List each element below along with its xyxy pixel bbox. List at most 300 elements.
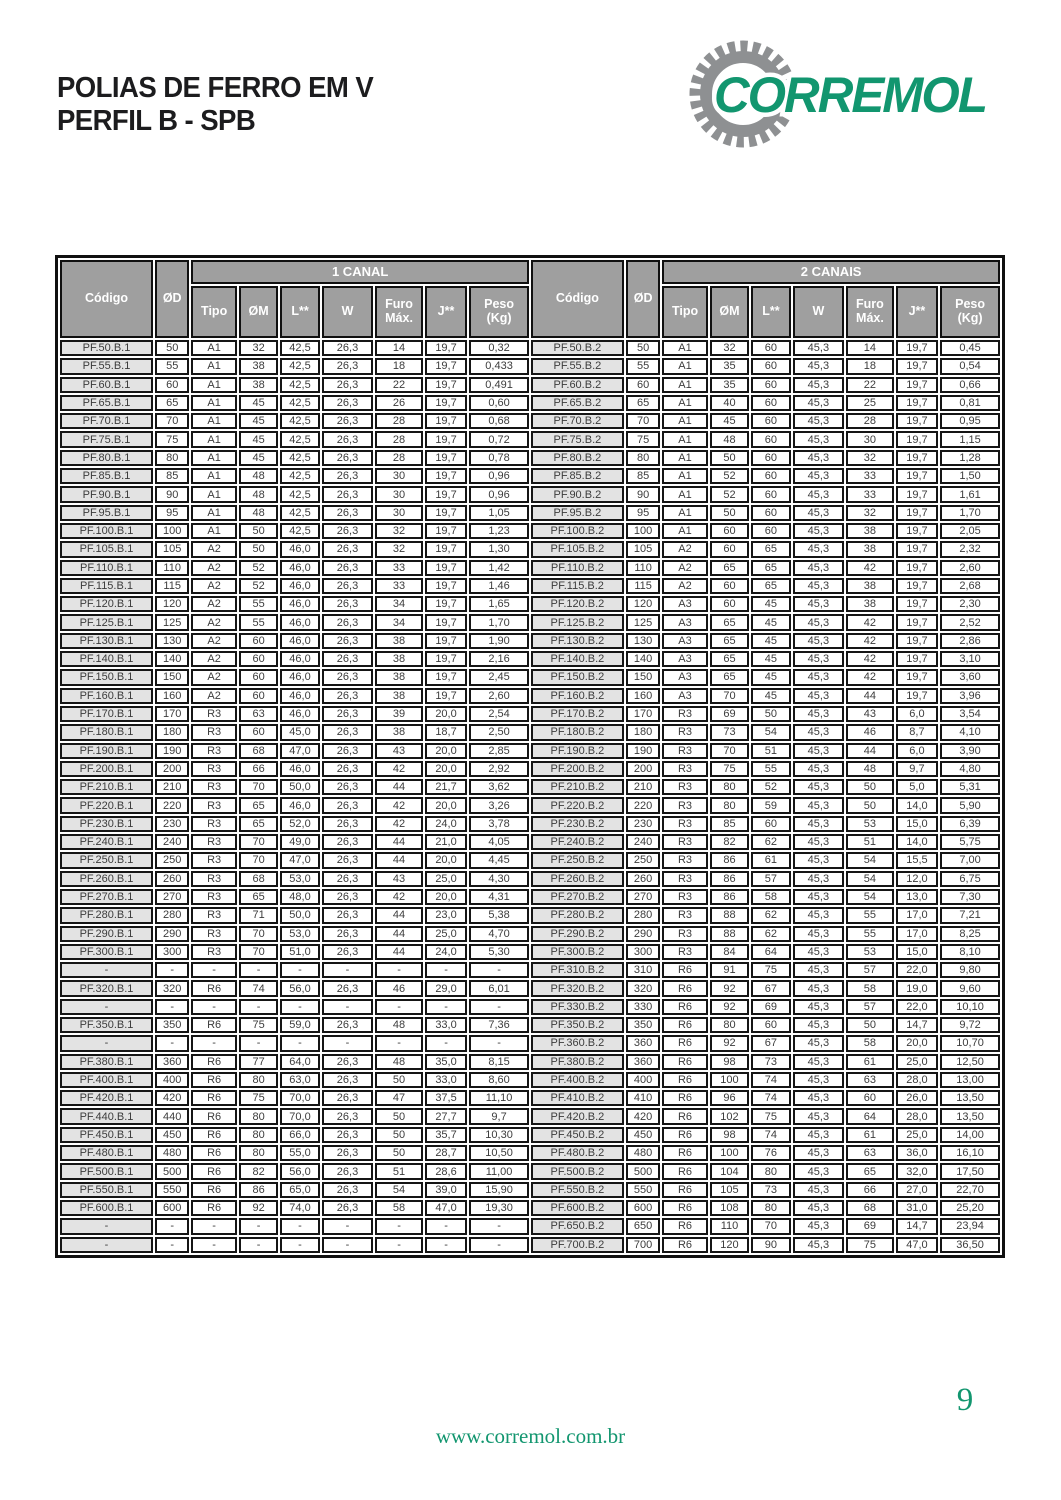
table-cell: 80: [710, 797, 749, 813]
table-cell: 42: [846, 651, 894, 667]
table-cell: A3: [662, 669, 707, 685]
table-row: [60, 395, 1000, 411]
table-cell: 42: [846, 633, 894, 649]
table-cell: 22,0: [896, 962, 938, 978]
codigo-cell: PF.70.B.2: [531, 413, 624, 429]
table-cell: 42,5: [280, 486, 319, 502]
table-cell: A1: [662, 395, 707, 411]
table-cell: R6: [662, 1145, 707, 1161]
codigo-cell: PF.450.B.2: [531, 1127, 624, 1143]
table-cell: 21,7: [425, 779, 467, 795]
table-cell: A1: [662, 468, 707, 484]
table-row: [60, 523, 1000, 539]
codigo-cell: PF.240.B.2: [531, 834, 624, 850]
table-cell: 46,0: [280, 541, 319, 557]
table-cell: 65: [239, 889, 278, 905]
table-cell: 65: [710, 560, 749, 576]
table-cell: 57: [846, 962, 894, 978]
table-cell: 75: [626, 431, 660, 447]
table-row: [60, 743, 1000, 759]
codigo-cell: PF.70.B.1: [60, 413, 153, 429]
table-cell: 110: [626, 560, 660, 576]
table-cell: R3: [191, 797, 236, 813]
table-row: [60, 724, 1000, 740]
table-cell: R3: [662, 706, 707, 722]
table-cell: 86: [710, 871, 749, 887]
table-cell: 60: [751, 340, 790, 356]
table-cell: 50,0: [280, 907, 319, 923]
table-cell: 45,3: [793, 523, 845, 539]
table-cell: 38: [846, 578, 894, 594]
codigo-cell: PF.280.B.1: [60, 907, 153, 923]
table-cell: 42,5: [280, 395, 319, 411]
table-cell: 45,3: [793, 633, 845, 649]
table-cell: 91: [710, 962, 749, 978]
table-cell: 65: [751, 560, 790, 576]
table-cell: 270: [155, 889, 189, 905]
table-cell: 28: [846, 413, 894, 429]
codigo-cell: PF.300.B.1: [60, 944, 153, 960]
table-cell: 260: [626, 871, 660, 887]
table-cell: 42,5: [280, 468, 319, 484]
table-cell: R6: [662, 1108, 707, 1124]
table-cell: 13,0: [896, 889, 938, 905]
table-cell: 350: [155, 1017, 189, 1033]
table-cell: 51: [751, 743, 790, 759]
table-cell: -: [469, 962, 529, 978]
table-cell: 60: [751, 413, 790, 429]
table-cell: 45,3: [793, 1108, 845, 1124]
table-cell: 76: [751, 1145, 790, 1161]
table-cell: 46,0: [280, 797, 319, 813]
table-cell: A3: [662, 651, 707, 667]
table-cell: 45: [239, 450, 278, 466]
table-cell: 60: [751, 1017, 790, 1033]
table-cell: 40: [710, 395, 749, 411]
table-cell: 110: [155, 560, 189, 576]
table-cell: 190: [155, 743, 189, 759]
table-cell: 42: [846, 614, 894, 630]
table-cell: 61: [751, 852, 790, 868]
table-row: [60, 1035, 1000, 1051]
table-cell: A1: [191, 413, 236, 429]
table-cell: R6: [662, 1200, 707, 1216]
table-cell: 54: [846, 852, 894, 868]
table-row: [60, 1200, 1000, 1216]
table-cell: R6: [191, 1200, 236, 1216]
codigo-cell: PF.80.B.2: [531, 450, 624, 466]
table-cell: 38: [375, 651, 423, 667]
table-cell: 54: [751, 724, 790, 740]
table-cell: 1,28: [940, 450, 1000, 466]
table-cell: 260: [155, 871, 189, 887]
table-cell: 2,45: [469, 669, 529, 685]
table-cell: 90: [751, 1237, 790, 1253]
table-cell: 115: [626, 578, 660, 594]
table-cell: 63: [239, 706, 278, 722]
table-cell: 7,21: [940, 907, 1000, 923]
table-cell: 73: [751, 1054, 790, 1070]
table-cell: 33: [375, 578, 423, 594]
table-cell: 46: [846, 724, 894, 740]
pulley-spec-table: [55, 255, 1005, 1258]
table-cell: 44: [846, 688, 894, 704]
table-cell: 38: [846, 523, 894, 539]
table-cell: 85: [626, 468, 660, 484]
table-cell: 42: [375, 889, 423, 905]
table-cell: A1: [662, 377, 707, 393]
table-cell: -: [425, 1237, 467, 1253]
table-cell: R6: [662, 1090, 707, 1106]
table-cell: 7,00: [940, 852, 1000, 868]
table-cell: -: [375, 999, 423, 1015]
table-cell: 250: [626, 852, 660, 868]
table-cell: 64,0: [280, 1054, 319, 1070]
table-cell: 220: [626, 797, 660, 813]
table-cell: A2: [662, 541, 707, 557]
table-row: [60, 486, 1000, 502]
table-cell: 26,3: [322, 614, 374, 630]
table-cell: 28: [375, 413, 423, 429]
table-cell: -: [191, 1237, 236, 1253]
codigo-cell: PF.380.B.1: [60, 1054, 153, 1070]
table-cell: -: [239, 1035, 278, 1051]
table-cell: 1,50: [940, 468, 1000, 484]
codigo-cell: PF.270.B.1: [60, 889, 153, 905]
table-cell: 45,3: [793, 486, 845, 502]
table-cell: A3: [662, 596, 707, 612]
table-row: [60, 651, 1000, 667]
codigo-cell: PF.350.B.1: [60, 1017, 153, 1033]
table-cell: 3,96: [940, 688, 1000, 704]
table-cell: 3,90: [940, 743, 1000, 759]
col-header-right-6: Peso (Kg): [940, 286, 1000, 338]
table-cell: 15,0: [896, 944, 938, 960]
table-cell: 150: [155, 669, 189, 685]
codigo-cell: -: [60, 962, 153, 978]
table-cell: 330: [626, 999, 660, 1015]
footer-url-link[interactable]: www.corremol.com.br: [435, 1424, 626, 1448]
table-cell: 71: [239, 907, 278, 923]
table-cell: -: [425, 1218, 467, 1234]
table-cell: 8,25: [940, 926, 1000, 942]
table-cell: -: [280, 1218, 319, 1234]
table-cell: 46,0: [280, 596, 319, 612]
table-cell: 19,7: [425, 688, 467, 704]
table-cell: 39: [375, 706, 423, 722]
table-cell: 38: [846, 596, 894, 612]
table-cell: 24,0: [425, 944, 467, 960]
table-cell: -: [375, 1237, 423, 1253]
table-cell: 45,3: [793, 541, 845, 557]
table-cell: 0,68: [469, 413, 529, 429]
table-cell: -: [375, 1035, 423, 1051]
table-cell: 1,65: [469, 596, 529, 612]
table-cell: 92: [239, 1200, 278, 1216]
table-cell: A3: [662, 688, 707, 704]
table-cell: A2: [191, 541, 236, 557]
table-cell: 45,3: [793, 468, 845, 484]
codigo-cell: PF.190.B.2: [531, 743, 624, 759]
table-cell: 57: [846, 999, 894, 1015]
table-cell: 30: [375, 505, 423, 521]
table-cell: 170: [626, 706, 660, 722]
table-cell: 19,7: [896, 505, 938, 521]
table-cell: 68: [846, 1200, 894, 1216]
table-cell: 73: [710, 724, 749, 740]
table-cell: 12,50: [940, 1054, 1000, 1070]
table-cell: 45,3: [793, 1127, 845, 1143]
table-cell: 15,90: [469, 1182, 529, 1198]
table-cell: A2: [191, 651, 236, 667]
table-cell: 26,3: [322, 1163, 374, 1179]
table-cell: 50: [375, 1072, 423, 1088]
col-header-right-0: Tipo: [662, 286, 707, 338]
table-cell: 70: [710, 743, 749, 759]
table-cell: 8,10: [940, 944, 1000, 960]
table-cell: 45,3: [793, 926, 845, 942]
table-cell: 46: [375, 980, 423, 996]
table-row: [60, 1108, 1000, 1124]
table-cell: 59: [751, 797, 790, 813]
table-cell: 58: [751, 889, 790, 905]
col-header-right-3: W: [793, 286, 845, 338]
table-cell: 22: [846, 377, 894, 393]
table-cell: 65: [239, 816, 278, 832]
table-cell: 60: [751, 431, 790, 447]
table-cell: 53,0: [280, 926, 319, 942]
table-row: [60, 431, 1000, 447]
col-header-codigo-right: Código: [531, 260, 624, 338]
table-cell: 42: [846, 560, 894, 576]
codigo-cell: PF.150.B.1: [60, 669, 153, 685]
codigo-cell: PF.105.B.1: [60, 541, 153, 557]
table-cell: 75: [155, 431, 189, 447]
table-cell: 2,86: [940, 633, 1000, 649]
table-cell: 45,3: [793, 1218, 845, 1234]
table-cell: 51: [846, 834, 894, 850]
table-cell: 46,0: [280, 651, 319, 667]
table-cell: 600: [626, 1200, 660, 1216]
table-cell: 26,3: [322, 761, 374, 777]
corremol-logo: [680, 28, 1000, 163]
table-cell: 80: [239, 1127, 278, 1143]
table-cell: 86: [239, 1182, 278, 1198]
table-cell: 80: [155, 450, 189, 466]
table-row: [60, 1072, 1000, 1088]
table-cell: 32: [375, 523, 423, 539]
codigo-cell: PF.230.B.1: [60, 816, 153, 832]
codigo-cell: PF.300.B.2: [531, 944, 624, 960]
table-row: [60, 834, 1000, 850]
table-cell: 2,52: [940, 614, 1000, 630]
table-cell: 26,3: [322, 651, 374, 667]
table-cell: -: [155, 999, 189, 1015]
table-cell: 45,3: [793, 450, 845, 466]
codigo-cell: PF.280.B.2: [531, 907, 624, 923]
table-cell: 14,00: [940, 1127, 1000, 1143]
table-cell: 19,0: [896, 980, 938, 996]
table-cell: 100: [710, 1072, 749, 1088]
table-cell: 26,0: [896, 1090, 938, 1106]
table-cell: 47: [375, 1090, 423, 1106]
table-row: [60, 450, 1000, 466]
table-cell: R6: [191, 980, 236, 996]
table-cell: -: [191, 1218, 236, 1234]
table-cell: A3: [662, 633, 707, 649]
table-cell: 400: [626, 1072, 660, 1088]
codigo-cell: PF.170.B.1: [60, 706, 153, 722]
table-cell: 160: [155, 688, 189, 704]
table-cell: 26,3: [322, 1182, 374, 1198]
table-cell: 0,96: [469, 468, 529, 484]
table-cell: 22,70: [940, 1182, 1000, 1198]
table-cell: 2,60: [469, 688, 529, 704]
table-cell: 26,3: [322, 724, 374, 740]
table-cell: 45,3: [793, 1035, 845, 1051]
table-cell: 26,3: [322, 596, 374, 612]
table-cell: 80: [751, 1163, 790, 1179]
table-cell: 19,7: [425, 468, 467, 484]
table-cell: 2,30: [940, 596, 1000, 612]
table-cell: 7,36: [469, 1017, 529, 1033]
table-cell: 61: [846, 1127, 894, 1143]
table-row: [60, 1017, 1000, 1033]
codigo-cell: PF.75.B.2: [531, 431, 624, 447]
table-cell: 450: [155, 1127, 189, 1143]
table-cell: 48: [375, 1054, 423, 1070]
table-cell: 63: [846, 1072, 894, 1088]
table-cell: 19,7: [425, 377, 467, 393]
table-cell: 65: [846, 1163, 894, 1179]
table-cell: 52,0: [280, 816, 319, 832]
codigo-cell: PF.85.B.1: [60, 468, 153, 484]
table-cell: R6: [662, 999, 707, 1015]
table-cell: 20,0: [425, 889, 467, 905]
table-cell: A2: [191, 633, 236, 649]
codigo-cell: PF.210.B.2: [531, 779, 624, 795]
table-cell: 2,05: [940, 523, 1000, 539]
table-cell: 26,3: [322, 980, 374, 996]
table-cell: 26,3: [322, 669, 374, 685]
table-cell: 84: [710, 944, 749, 960]
table-cell: 11,10: [469, 1090, 529, 1106]
table-cell: 60: [710, 596, 749, 612]
table-cell: 120: [626, 596, 660, 612]
table-cell: 50: [846, 797, 894, 813]
codigo-cell: PF.250.B.1: [60, 852, 153, 868]
table-cell: 46,0: [280, 578, 319, 594]
table-cell: 550: [155, 1182, 189, 1198]
col-header-left-2: L**: [280, 286, 319, 338]
codigo-cell: PF.450.B.1: [60, 1127, 153, 1143]
table-cell: 3,62: [469, 779, 529, 795]
table-cell: 14: [375, 340, 423, 356]
table-cell: 360: [155, 1054, 189, 1070]
table-cell: 74: [751, 1072, 790, 1088]
table-cell: 100: [626, 523, 660, 539]
table-cell: 0,45: [940, 340, 1000, 356]
table-cell: 15,0: [896, 816, 938, 832]
table-cell: 42,5: [280, 377, 319, 393]
table-cell: 25,0: [425, 926, 467, 942]
table-cell: 26,3: [322, 797, 374, 813]
table-cell: 0,433: [469, 358, 529, 374]
table-row: [60, 761, 1000, 777]
table-cell: 53,0: [280, 871, 319, 887]
table-cell: 105: [626, 541, 660, 557]
table-cell: 34: [375, 596, 423, 612]
table-cell: 60: [751, 358, 790, 374]
table-cell: 1,30: [469, 541, 529, 557]
table-cell: 50: [846, 779, 894, 795]
codigo-cell: PF.220.B.2: [531, 797, 624, 813]
table-row: [60, 871, 1000, 887]
table-cell: 55: [751, 761, 790, 777]
table-cell: 75: [239, 1090, 278, 1106]
table-cell: 64: [751, 944, 790, 960]
table-cell: 48: [846, 761, 894, 777]
table-cell: 45,3: [793, 1182, 845, 1198]
table-cell: 38: [239, 358, 278, 374]
table-cell: 60: [710, 541, 749, 557]
table-cell: 42: [375, 797, 423, 813]
table-cell: 3,54: [940, 706, 1000, 722]
table-cell: 26,3: [322, 871, 374, 887]
codigo-cell: PF.60.B.2: [531, 377, 624, 393]
table-cell: 85: [155, 468, 189, 484]
table-cell: 80: [751, 1200, 790, 1216]
table-cell: 62: [751, 907, 790, 923]
codigo-cell: PF.75.B.1: [60, 431, 153, 447]
table-cell: 0,78: [469, 450, 529, 466]
table-cell: 105: [155, 541, 189, 557]
table-cell: A1: [662, 486, 707, 502]
codigo-cell: PF.480.B.2: [531, 1145, 624, 1161]
table-cell: R6: [191, 1072, 236, 1088]
table-cell: 2,16: [469, 651, 529, 667]
table-cell: A1: [191, 505, 236, 521]
table-cell: 65: [751, 578, 790, 594]
table-cell: 400: [155, 1072, 189, 1088]
table-cell: 64: [846, 1108, 894, 1124]
codigo-cell: PF.95.B.1: [60, 505, 153, 521]
table-cell: 36,0: [896, 1145, 938, 1161]
table-cell: 45,0: [280, 724, 319, 740]
codigo-cell: PF.260.B.2: [531, 871, 624, 887]
codigo-cell: PF.130.B.2: [531, 633, 624, 649]
table-cell: 60: [710, 578, 749, 594]
table-cell: R3: [662, 871, 707, 887]
table-cell: R3: [662, 816, 707, 832]
table-cell: 11,00: [469, 1163, 529, 1179]
table-row: [60, 560, 1000, 576]
table-cell: 31,0: [896, 1200, 938, 1216]
table-cell: 45,3: [793, 889, 845, 905]
table-cell: 33: [846, 486, 894, 502]
table-cell: 240: [155, 834, 189, 850]
table-cell: 28,0: [896, 1108, 938, 1124]
table-cell: R6: [662, 1072, 707, 1088]
table-cell: 19,7: [896, 541, 938, 557]
table-cell: 66,0: [280, 1127, 319, 1143]
table-cell: -: [322, 999, 374, 1015]
table-cell: 0,96: [469, 486, 529, 502]
table-cell: 9,72: [940, 1017, 1000, 1033]
table-cell: 16,10: [940, 1145, 1000, 1161]
table-cell: 50: [751, 706, 790, 722]
table-row: [60, 669, 1000, 685]
